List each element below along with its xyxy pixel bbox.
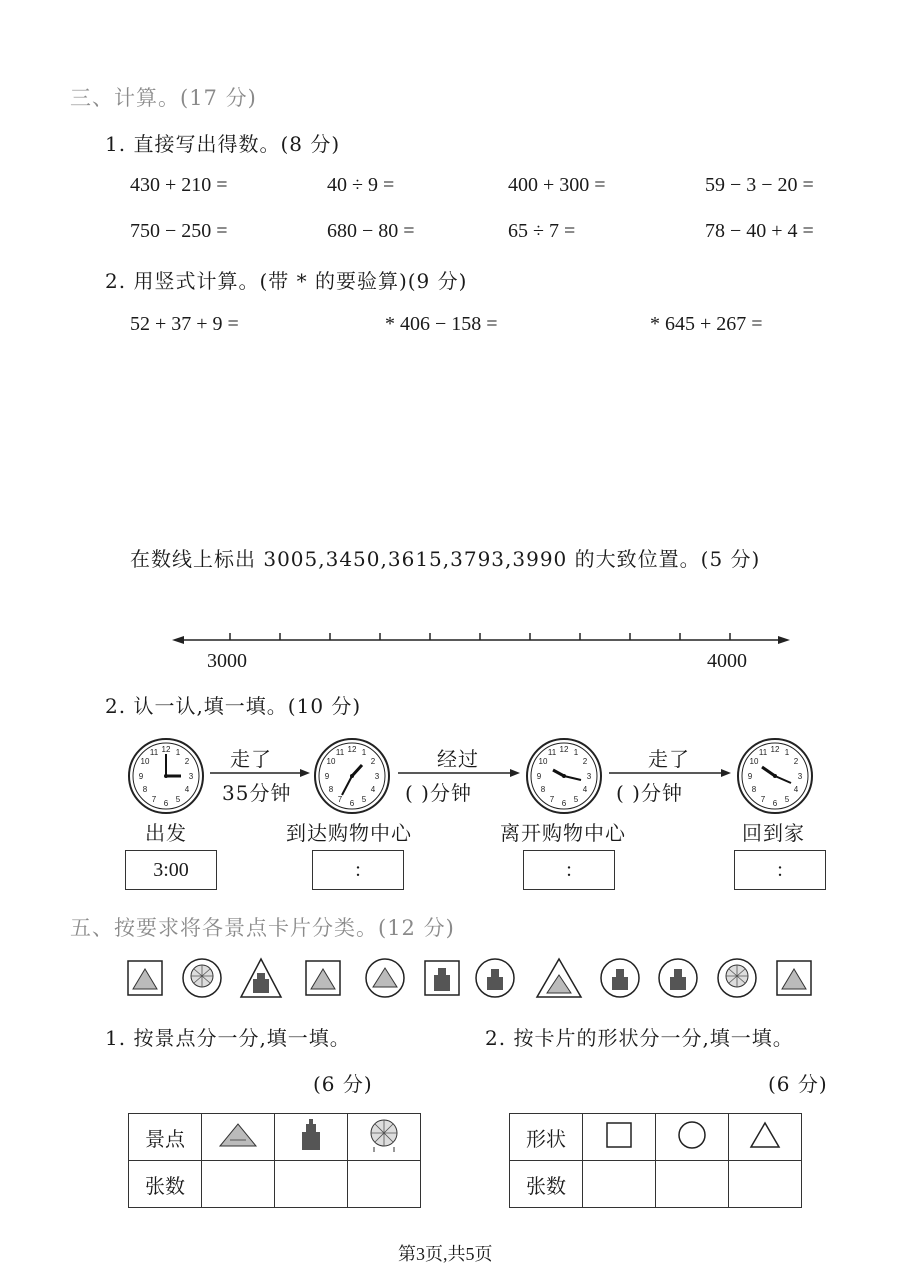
count-answer-cell[interactable] — [656, 1161, 729, 1208]
svg-text:10: 10 — [326, 757, 336, 766]
time-answer-box[interactable]: : — [312, 850, 404, 890]
section5-q2-title: 2. 按卡片的形状分一分,填一填。 — [485, 1026, 794, 1050]
equation: 78 − 40 + 4 = — [705, 220, 814, 242]
table-header-cell: 形状 — [510, 1114, 583, 1161]
triangle-pyramid-card-icon — [537, 959, 581, 997]
svg-text:1: 1 — [784, 748, 790, 757]
equation: 680 − 80 = — [327, 220, 415, 242]
arrow1-bottom-label: 35分钟 — [222, 781, 292, 805]
svg-text:12: 12 — [559, 745, 569, 754]
clock-label: 出发 — [145, 821, 187, 845]
count-answer-cell[interactable] — [348, 1161, 421, 1208]
equation: * 645 + 267 = — [650, 313, 763, 335]
count-answer-cell[interactable] — [583, 1161, 656, 1208]
numberline-question: 在数线上标出 3005,3450,3615,3793,3990 的大致位置。(5 分) — [130, 547, 761, 571]
svg-text:10: 10 — [538, 757, 548, 766]
svg-text:6: 6 — [561, 799, 567, 808]
clock-label: 回到家 — [742, 821, 805, 845]
clock-icon — [525, 737, 603, 815]
square-castle-card-icon — [425, 961, 459, 995]
svg-text:7: 7 — [337, 795, 343, 804]
svg-text:10: 10 — [749, 757, 759, 766]
equation: 59 − 3 − 20 = — [705, 174, 814, 196]
clock-question-title: 2. 认一认,填一填。(10 分) — [105, 694, 362, 718]
pyramid-icon — [202, 1114, 275, 1161]
svg-text:2: 2 — [582, 757, 588, 766]
svg-text:2: 2 — [793, 757, 799, 766]
svg-text:11: 11 — [335, 748, 345, 757]
svg-text:4: 4 — [370, 785, 376, 794]
svg-text:6: 6 — [163, 799, 169, 808]
count-answer-cell[interactable] — [275, 1161, 348, 1208]
svg-text:8: 8 — [540, 785, 546, 794]
numberline-start-label: 3000 — [207, 650, 247, 672]
count-answer-cell[interactable] — [729, 1161, 802, 1208]
svg-text:5: 5 — [175, 795, 181, 804]
svg-text:6: 6 — [349, 799, 355, 808]
section-5-title: 五、按要求将各景点卡片分类。(12 分) — [70, 916, 455, 940]
q2-title: 2. 用竖式计算。(带 * 的要验算)(9 分) — [105, 269, 468, 293]
numberline-end-label: 4000 — [707, 650, 747, 672]
svg-text:1: 1 — [361, 748, 367, 757]
square-pyramid-card-icon — [306, 961, 340, 995]
time-answer-box[interactable]: : — [523, 850, 615, 890]
time-answer-box[interactable]: : — [734, 850, 826, 890]
equation: 52 + 37 + 9 = — [130, 313, 239, 335]
svg-text:11: 11 — [149, 748, 159, 757]
globe-icon — [348, 1114, 421, 1161]
circle-castle-card-icon — [659, 959, 697, 997]
time-box: 3:00 — [125, 850, 217, 890]
equation: * 406 − 158 = — [385, 313, 498, 335]
circle-castle-card-icon — [601, 959, 639, 997]
svg-text:10: 10 — [140, 757, 150, 766]
square-pyramid-card-icon — [777, 961, 811, 995]
count-answer-cell[interactable] — [202, 1161, 275, 1208]
triangle-icon — [729, 1114, 802, 1161]
svg-text:12: 12 — [347, 745, 357, 754]
clock-label: 离开购物中心 — [500, 821, 626, 845]
number-line — [170, 625, 800, 655]
equation: 400 + 300 = — [508, 174, 606, 196]
svg-text:2: 2 — [370, 757, 376, 766]
equation: 750 − 250 = — [130, 220, 228, 242]
svg-text:5: 5 — [361, 795, 367, 804]
square-pyramid-card-icon — [128, 961, 162, 995]
svg-text:7: 7 — [549, 795, 555, 804]
svg-text:4: 4 — [793, 785, 799, 794]
svg-text:5: 5 — [784, 795, 790, 804]
svg-text:8: 8 — [142, 785, 148, 794]
svg-text:11: 11 — [758, 748, 768, 757]
circle-icon — [656, 1114, 729, 1161]
q1-title: 1. 直接写出得数。(8 分) — [105, 132, 341, 156]
section-3-title: 三、计算。(17 分) — [70, 86, 257, 110]
equation: 40 ÷ 9 = — [327, 174, 395, 196]
svg-text:1: 1 — [175, 748, 181, 757]
equation: 65 ÷ 7 = — [508, 220, 576, 242]
circle-pyramid-card-icon — [366, 959, 404, 997]
section5-q1-title: 1. 按景点分一分,填一填。 — [105, 1026, 351, 1050]
clock-icon — [736, 737, 814, 815]
svg-text:8: 8 — [751, 785, 757, 794]
svg-text:7: 7 — [151, 795, 157, 804]
svg-text:5: 5 — [573, 795, 579, 804]
svg-text:3: 3 — [586, 772, 592, 781]
svg-text:6: 6 — [772, 799, 778, 808]
equation: 430 + 210 = — [130, 174, 228, 196]
arrow3-top-label: 走了 — [648, 747, 690, 771]
svg-text:2: 2 — [184, 757, 190, 766]
svg-text:11: 11 — [547, 748, 557, 757]
arrow2-bottom-label: ( )分钟 — [405, 781, 472, 805]
clock-icon — [127, 737, 205, 815]
scenic-spot-table — [128, 1113, 421, 1208]
section5-q2-points: (6 分) — [768, 1072, 828, 1096]
svg-text:9: 9 — [747, 772, 753, 781]
table-header-cell: 张数 — [129, 1161, 202, 1208]
shape-table — [509, 1113, 802, 1208]
arrow2-top-label: 经过 — [437, 747, 479, 771]
svg-text:4: 4 — [184, 785, 190, 794]
circle-globe-card-icon — [718, 959, 756, 997]
svg-text:1: 1 — [573, 748, 579, 757]
table-header-cell: 张数 — [510, 1161, 583, 1208]
castle-icon — [275, 1114, 348, 1161]
square-icon — [583, 1114, 656, 1161]
svg-text:9: 9 — [324, 772, 330, 781]
page-footer: 第3页,共5页 — [398, 1244, 493, 1264]
svg-text:7: 7 — [760, 795, 766, 804]
svg-text:3: 3 — [374, 772, 380, 781]
svg-text:12: 12 — [770, 745, 780, 754]
arrow1-top-label: 走了 — [230, 747, 272, 771]
circle-globe-card-icon — [183, 959, 221, 997]
scenic-cards-row — [125, 955, 815, 1001]
svg-text:3: 3 — [188, 772, 194, 781]
clock-label: 到达购物中心 — [286, 821, 412, 845]
arrow3-bottom-label: ( )分钟 — [616, 781, 683, 805]
table-header-cell: 景点 — [129, 1114, 202, 1161]
svg-text:12: 12 — [161, 745, 171, 754]
section5-q1-points: (6 分) — [313, 1072, 373, 1096]
svg-text:9: 9 — [138, 772, 144, 781]
svg-text:9: 9 — [536, 772, 542, 781]
triangle-castle-card-icon — [241, 959, 281, 997]
svg-text:8: 8 — [328, 785, 334, 794]
svg-text:4: 4 — [582, 785, 588, 794]
circle-castle-card-icon — [476, 959, 514, 997]
clock-icon — [313, 737, 391, 815]
svg-text:3: 3 — [797, 772, 803, 781]
